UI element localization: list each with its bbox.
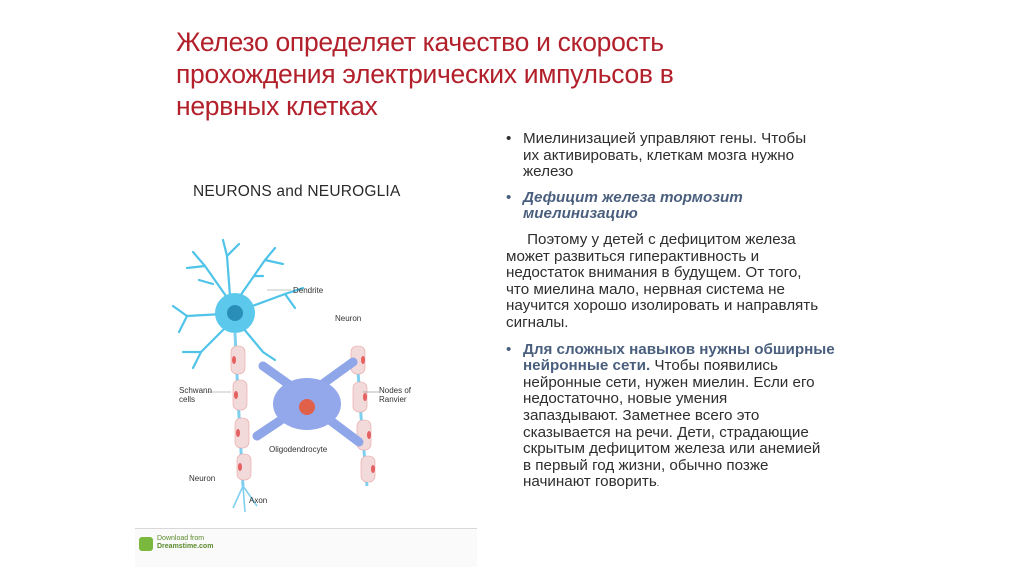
para-line-3: недостаток внимания в будущем. От того,: [506, 264, 802, 282]
download-line-2: Dreamstime.com: [157, 543, 214, 550]
bullet-1-line-3: железо: [523, 163, 574, 181]
label-neuron-bottom: Neuron: [189, 474, 216, 483]
bullet-dot-icon: •: [506, 188, 512, 206]
bullet-3-bold-line-2: нейронные сети.: [523, 357, 651, 375]
bullet-3-line-1: нейронные сети, нужен миелин. Если его: [523, 373, 815, 391]
bullet-3-last-line: начинают говорить: [523, 473, 657, 491]
stock-footer: [135, 528, 477, 567]
slide-title: [176, 26, 776, 122]
label-dendrite: Dendrite: [293, 286, 324, 295]
bullet-dot-icon: •: [506, 340, 512, 358]
bullet-genes: [506, 131, 886, 181]
bullet-3-line-3: запаздывают. Заметнее всего это: [523, 406, 760, 424]
neuron-diagram: [135, 156, 477, 528]
bullet-3-last-period: .: [656, 478, 660, 489]
label-neuron-top: Neuron: [335, 314, 362, 323]
para-line-2: может развиться гиперактивность и: [506, 247, 760, 265]
download-credit: [157, 535, 213, 551]
dreamstime-logo-icon: [139, 537, 153, 551]
bullet-networks: [506, 342, 886, 492]
bullet-3-line-6: в первый год жизни, обычно позже: [523, 456, 769, 474]
title-line-1: Железо определяет качество и скорость: [176, 27, 664, 57]
schwann-sheaths: [231, 346, 251, 480]
para-line-1: Поэтому у детей с дефицитом железа: [506, 230, 796, 248]
bullet-dot-icon: •: [506, 130, 512, 147]
neuron-nucleus: [227, 305, 243, 321]
bullet-1-line-2: их активировать, клеткам мозга нужно: [523, 146, 795, 164]
bullet-2-line-1: Дефицит железа тормозит: [523, 188, 743, 206]
label-nodes-of-ranvier: Nodes of Ranvier: [379, 386, 412, 404]
bullet-3-bold-line-1: Для сложных навыков нужны обширные: [523, 340, 835, 358]
para-line-4: что миелина мало, нервная система не: [506, 280, 785, 298]
title-line-2: прохождения электрических импульсов в: [176, 59, 674, 89]
figure-title: NEURONS and NEUROGLIA: [193, 183, 401, 200]
bullet-3-line-2: недостаточно, новые умения: [523, 390, 728, 408]
bullet-deficit: [506, 190, 886, 223]
bullet-3-rest: Чтобы появились: [650, 357, 778, 375]
label-schwann-cells: Schwann cells: [179, 386, 212, 404]
paragraph-consequences: [506, 232, 886, 332]
download-line-1: Download from: [157, 535, 205, 542]
para-line-5: научится хорошо изолировать и направлять: [506, 297, 819, 315]
label-oligodendrocyte: Oligodendrocyte: [269, 445, 328, 454]
text-content: [506, 131, 886, 501]
neurons-neuroglia-illustration: [135, 156, 477, 566]
bullet-1-line-1: Миелинизацией управляют гены. Чтобы: [523, 130, 807, 147]
oligodendrocyte-nucleus: [299, 399, 315, 415]
bullet-2-line-2: миелинизацию: [523, 205, 638, 223]
para-line-6: сигналы.: [506, 313, 569, 331]
bullet-3-line-4: сказывается на речи. Дети, страдающие: [523, 423, 809, 441]
bullet-3-line-5: скрытым дефицитом железа или анемией: [523, 440, 821, 458]
label-axon: Axon: [249, 496, 268, 505]
title-line-3: нервных клетках: [176, 91, 378, 121]
